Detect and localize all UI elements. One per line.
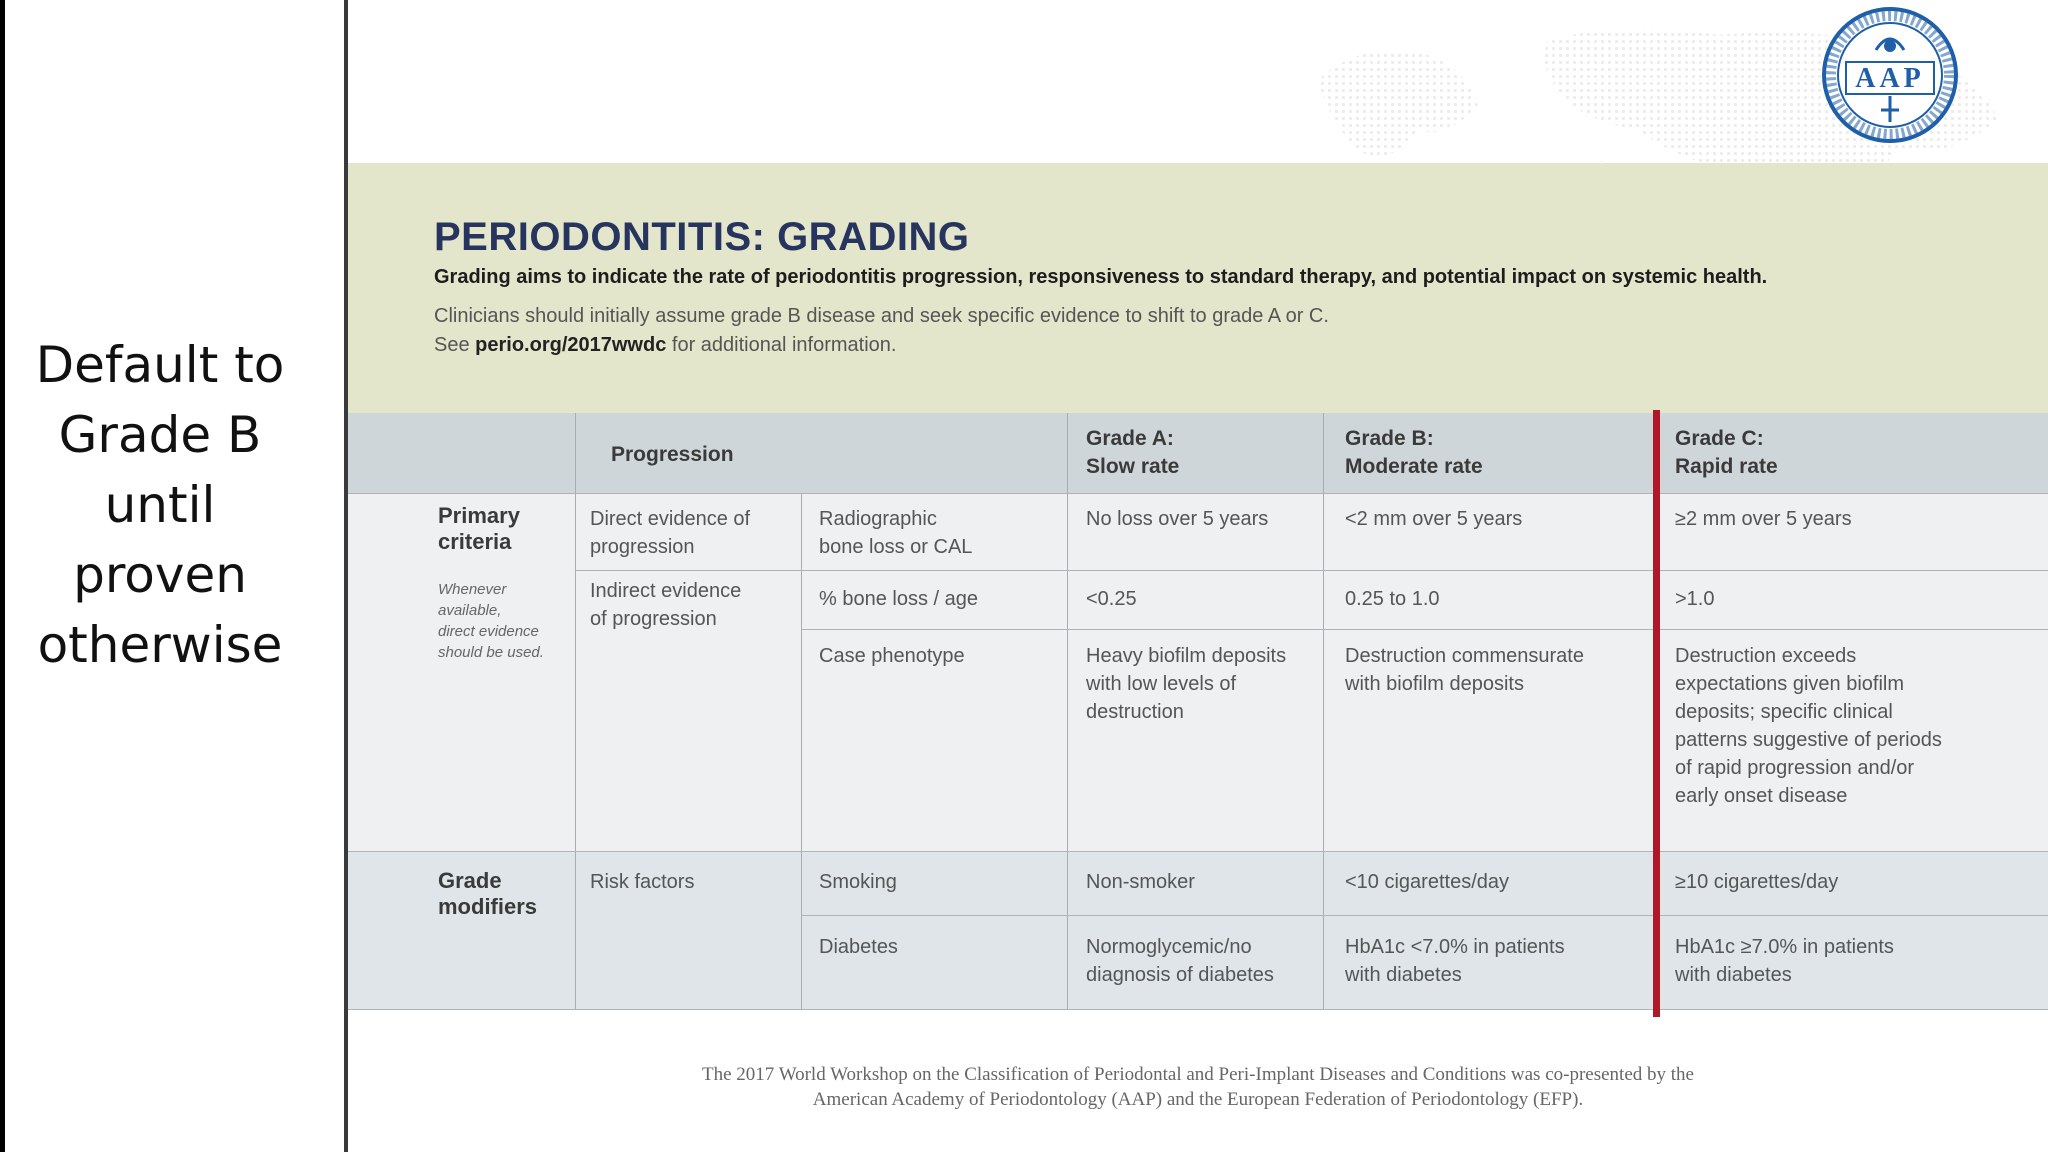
note-line: Whenever: [438, 581, 507, 598]
grade-c-value: [1675, 642, 1942, 810]
col-divider: [1067, 413, 1068, 1010]
grade-a-value: <0.25: [1086, 588, 1137, 610]
row-divider: [348, 493, 2048, 494]
row-divider: [348, 851, 2048, 852]
header-line: Slow rate: [1086, 455, 1180, 478]
cell-line: Heavy biofilm deposits: [1086, 645, 1287, 667]
label-line: Primary: [438, 503, 520, 528]
header-line: Moderate rate: [1345, 455, 1483, 478]
grading-table: [348, 413, 2048, 1010]
note-after: for additional information.: [671, 334, 897, 356]
grade-a-value: [1086, 933, 1274, 989]
side-note-line: Default to: [35, 336, 285, 394]
note-line: Clinicians should initially assume grade B disease and seek specific evidence to shift to grade A or C.: [434, 305, 1329, 327]
footer-line: American Academy of Periodontology (AAP) and the European Federation of Periodontology (EFP).: [812, 1089, 1584, 1110]
cell-line: Normoglycemic/no: [1086, 936, 1252, 958]
cell-line: with diabetes: [1345, 964, 1462, 986]
note-see: See: [434, 334, 470, 356]
grade-b-value: 0.25 to 1.0: [1345, 588, 1440, 610]
col-divider: [575, 413, 576, 1010]
cell-line: with biofilm deposits: [1345, 673, 1524, 695]
side-note-line: Grade B: [58, 406, 262, 464]
row-divider: [801, 915, 2048, 916]
header-grade-a: [1086, 425, 1179, 481]
left-panel: [5, 0, 345, 1152]
risk-factors: Risk factors: [590, 871, 695, 893]
grade-c-value: ≥10 cigarettes/day: [1675, 871, 1839, 893]
direct-evidence: [590, 505, 750, 561]
grade-c-value: >1.0: [1675, 588, 1715, 610]
header-progression: Progression: [611, 443, 734, 466]
footer-line: The 2017 World Workshop on the Classification of Periodontal and Peri-Implant Diseases and Conditions was co-presented by the: [702, 1064, 1694, 1085]
grade-c-value: [1675, 933, 1894, 989]
grade-b-value: [1345, 642, 1584, 698]
note: [434, 302, 1329, 360]
grade-modifiers-label: [438, 868, 537, 920]
cell-line: destruction: [1086, 701, 1184, 723]
header-line: Rapid rate: [1675, 455, 1778, 478]
grade-c-value: ≥2 mm over 5 years: [1675, 508, 1852, 530]
indirect-evidence: [590, 577, 741, 633]
row-divider: [801, 629, 2048, 630]
subtitle: Grading aims to indicate the rate of periodontitis progression, responsiveness to standard therapy, and potential impact on systemic health.: [434, 266, 1768, 288]
grade-b-value: [1345, 933, 1565, 989]
cell-line: deposits; specific clinical: [1675, 701, 1893, 723]
grade-c-divider: [1653, 410, 1660, 1017]
slide: [348, 0, 2048, 1152]
cell-line: with diabetes: [1675, 964, 1792, 986]
cell-line: early onset disease: [1675, 785, 1848, 807]
label-line: modifiers: [438, 894, 538, 919]
header-line: Grade B:: [1345, 427, 1434, 450]
grade-a-value: [1086, 642, 1286, 726]
header-line: Grade A:: [1086, 427, 1174, 450]
cell-line: Radiographic: [819, 508, 937, 530]
label-line: Grade: [438, 868, 502, 893]
note-line: [434, 331, 1329, 360]
footer: [468, 1062, 1928, 1112]
side-note-line: until proven: [73, 476, 247, 604]
note-line: should be used.: [438, 644, 544, 661]
cell-line: patterns suggestive of periods: [1675, 729, 1942, 751]
cell-line: with low levels of: [1086, 673, 1237, 695]
grade-a-value: No loss over 5 years: [1086, 508, 1269, 530]
cell-line: progression: [590, 536, 695, 558]
row-divider: [575, 570, 2048, 571]
cell-line: expectations given biofilm: [1675, 673, 1905, 695]
header-grade-c: [1675, 425, 1778, 481]
cell-line: Indirect evidence: [590, 580, 742, 602]
side-note-line: otherwise: [37, 616, 283, 674]
table-header-row: [348, 413, 2048, 493]
measure-radiographic: [819, 505, 972, 561]
cell-line: HbA1c ≥7.0% in patients: [1675, 936, 1894, 958]
header-line: Grade C:: [1675, 427, 1764, 450]
measure-case-phenotype: Case phenotype: [819, 645, 965, 667]
side-note: [15, 330, 305, 680]
primary-criteria-label: [438, 503, 520, 555]
label-line: criteria: [438, 529, 512, 554]
primary-criteria-note: [438, 579, 544, 663]
cell-line: HbA1c <7.0% in patients: [1345, 936, 1565, 958]
grade-b-value: <2 mm over 5 years: [1345, 508, 1523, 530]
measure-diabetes: Diabetes: [819, 936, 898, 958]
cell-line: bone loss or CAL: [819, 536, 973, 558]
page-title: PERIODONTITIS: GRADING: [434, 215, 970, 259]
perio-link[interactable]: perio.org/2017wwdc: [475, 334, 667, 356]
cell-line: Destruction exceeds: [1675, 645, 1857, 667]
measure-bone-loss-age: % bone loss / age: [819, 588, 978, 610]
measure-smoking: Smoking: [819, 871, 897, 893]
grade-a-value: Non-smoker: [1086, 871, 1195, 893]
row-divider: [348, 1009, 2048, 1010]
cell-line: Destruction commensurate: [1345, 645, 1584, 667]
note-line: available,: [438, 602, 502, 619]
cell-line: Direct evidence of: [590, 508, 751, 530]
col-divider: [1323, 413, 1324, 1010]
cell-line: of rapid progression and/or: [1675, 757, 1915, 779]
grade-b-value: <10 cigarettes/day: [1345, 871, 1509, 893]
logo-text: AAP: [1855, 63, 1925, 94]
note-line: direct evidence: [438, 623, 539, 640]
aap-logo: [1821, 6, 1959, 144]
header-grade-b: [1345, 425, 1483, 481]
cell-line: of progression: [590, 608, 717, 630]
cell-line: diagnosis of diabetes: [1086, 964, 1274, 986]
